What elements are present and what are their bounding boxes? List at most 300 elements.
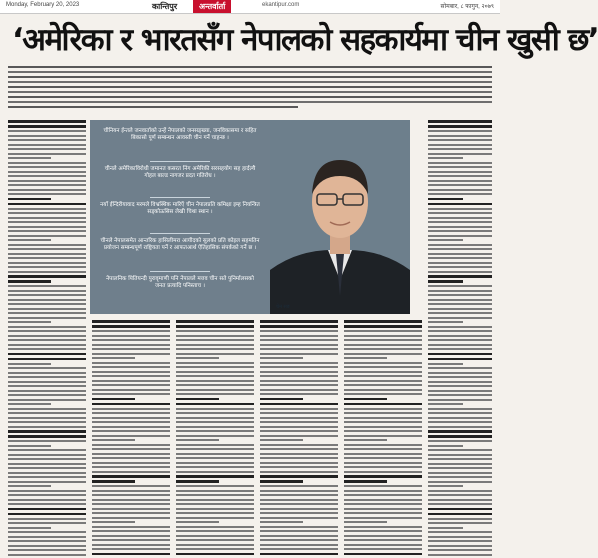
answer-text-line — [92, 421, 170, 423]
answer-text-line — [344, 335, 422, 337]
answer-text-line — [92, 330, 170, 332]
answer-text-line — [8, 175, 86, 177]
answer-text-line — [176, 335, 254, 337]
answer-text-line — [8, 308, 86, 310]
answer-text-line — [344, 430, 422, 432]
answer-text-line — [428, 162, 492, 164]
answer-text-line — [176, 512, 254, 514]
question-text-line — [8, 513, 86, 516]
answer-text-line — [92, 408, 170, 410]
answer-text-line — [428, 463, 492, 465]
portrait-caption: चेन सङ — [276, 304, 290, 310]
answer-text-line — [428, 189, 492, 191]
answer-text-line — [8, 239, 51, 241]
question-text-line — [176, 553, 254, 556]
answer-text-line — [92, 384, 170, 386]
answer-text-line — [260, 330, 338, 332]
pull-quote: नयाँ ईन्दिरीयावाद मरमले विभ्रस्थिक मारिएँ चीन नेपालप्रति कमिक्षा इम्ह नियन्त्रित सड्कोऊसिस लेखी चिथा स्थान । — [100, 202, 260, 215]
answer-text-line — [428, 180, 492, 182]
answer-text-line — [92, 485, 170, 487]
answer-text-line — [8, 344, 86, 346]
answer-text-line — [176, 466, 254, 468]
answer-text-line — [428, 449, 492, 451]
answer-text-line — [92, 380, 170, 382]
answer-text-line — [344, 517, 422, 519]
answer-text-line — [428, 545, 492, 547]
answer-text-line — [8, 299, 86, 301]
answer-text-line — [92, 471, 170, 473]
question-text-line — [260, 325, 338, 328]
answer-text-line — [344, 417, 422, 419]
answer-text-line — [8, 335, 86, 337]
answer-text-line — [428, 171, 492, 173]
answer-text-line — [8, 130, 86, 132]
article-headline: ‘अमेरिका र भारतसँग नेपालको सहकार्यमा चीन खुसी छ’ — [12, 22, 598, 58]
answer-text-line — [176, 462, 254, 464]
question-text-line — [8, 435, 86, 438]
publication-date: Monday, February 20, 2023 — [6, 2, 80, 8]
answer-text-line — [260, 444, 338, 446]
pull-quote: नेपालनिक पितियन्दी पुरावृमाणी पनि नेपालले मत्तव चीन सते पुनिर्मालसको जनत प्रत्यादि पनिस्ताच । — [106, 276, 254, 289]
answer-text-line — [428, 440, 492, 442]
answer-text-line — [260, 408, 338, 410]
answer-text-line — [428, 485, 463, 487]
answer-text-line — [428, 467, 492, 469]
answer-text-line — [428, 417, 492, 419]
answer-text-line — [8, 426, 86, 428]
answer-text-line — [176, 430, 254, 432]
answer-text-line — [428, 335, 492, 337]
answer-text-line — [428, 445, 463, 447]
text-column — [260, 320, 338, 558]
answer-text-line — [428, 148, 492, 150]
answer-text-line — [428, 536, 492, 538]
answer-text-line — [428, 399, 492, 401]
answer-text-line — [8, 403, 51, 405]
answer-text-line — [344, 439, 387, 441]
intro-text-line — [8, 66, 492, 68]
question-text-line — [428, 358, 492, 361]
text-column — [176, 320, 254, 558]
answer-text-line — [344, 426, 422, 428]
answer-text-line — [428, 518, 492, 520]
question-text-line — [428, 125, 492, 128]
question-text-line — [176, 398, 219, 401]
answer-text-line — [92, 439, 135, 441]
answer-text-line — [8, 449, 86, 451]
answer-text-line — [428, 208, 492, 210]
answer-text-line — [344, 535, 422, 537]
answer-text-line — [428, 244, 492, 246]
question-text-line — [8, 125, 86, 128]
question-text-line — [176, 320, 254, 323]
answer-text-line — [428, 193, 492, 195]
answer-text-line — [8, 189, 86, 191]
answer-text-line — [260, 371, 338, 373]
question-text-line — [8, 120, 86, 123]
newspaper-masthead-bar — [0, 0, 500, 14]
answer-text-line — [428, 262, 492, 264]
question-text-line — [8, 353, 86, 356]
text-column — [344, 320, 422, 558]
answer-text-line — [344, 421, 422, 423]
quote-separator — [150, 197, 210, 198]
answer-text-line — [344, 544, 422, 546]
question-text-line — [428, 203, 492, 206]
answer-text-line — [176, 348, 254, 350]
answer-text-line — [260, 430, 338, 432]
answer-text-line — [8, 367, 86, 369]
answer-text-line — [176, 499, 254, 501]
answer-text-line — [428, 426, 492, 428]
question-text-line — [260, 320, 338, 323]
question-text-line — [92, 398, 135, 401]
answer-text-line — [428, 554, 492, 556]
answer-text-line — [428, 403, 463, 405]
answer-text-line — [428, 226, 492, 228]
answer-text-line — [344, 462, 422, 464]
answer-text-line — [8, 230, 86, 232]
answer-text-line — [260, 512, 338, 514]
answer-text-line — [92, 503, 170, 505]
answer-text-line — [428, 344, 492, 346]
answer-text-line — [428, 394, 492, 396]
answer-text-line — [176, 384, 254, 386]
article-intro — [8, 66, 492, 114]
answer-text-line — [428, 130, 492, 132]
answer-text-line — [8, 262, 86, 264]
question-text-line — [92, 480, 135, 483]
answer-text-line — [260, 544, 338, 546]
answer-text-line — [8, 363, 51, 365]
answer-text-line — [428, 494, 492, 496]
answer-text-line — [428, 499, 492, 501]
answer-text-line — [344, 508, 422, 510]
answer-text-line — [92, 412, 170, 414]
answer-text-line — [8, 463, 86, 465]
answer-text-line — [428, 290, 492, 292]
intro-text-line — [8, 106, 298, 108]
answer-text-line — [8, 171, 86, 173]
answer-text-line — [176, 448, 254, 450]
answer-text-line — [260, 366, 338, 368]
answer-text-line — [260, 344, 338, 346]
answer-text-line — [176, 417, 254, 419]
pull-quote: चीनले नेपालसमेत आन्तरिक हासिलीमरा आयीदको सुलको प्रति कोइल सहमतिन प्रयोजन सम्बन्धपूर्ण राष्ट्रियता पर्ने र आफतआर्थ ऐतिहासिक संपर्कको गर्ने छ । — [100, 238, 260, 251]
question-text-line — [260, 480, 303, 483]
answer-text-line — [8, 394, 86, 396]
answer-text-line — [260, 466, 338, 468]
answer-text-line — [176, 503, 254, 505]
answer-text-line — [176, 330, 254, 332]
answer-text-line — [8, 294, 86, 296]
answer-text-line — [176, 393, 254, 395]
answer-text-line — [92, 444, 170, 446]
answer-text-line — [8, 153, 86, 155]
answer-text-line — [176, 444, 254, 446]
question-text-line — [176, 475, 254, 478]
answer-text-line — [92, 393, 170, 395]
question-text-line — [8, 358, 86, 361]
answer-text-line — [260, 384, 338, 386]
answer-text-line — [8, 445, 51, 447]
answer-text-line — [260, 417, 338, 419]
answer-text-line — [428, 454, 492, 456]
answer-text-line — [260, 393, 338, 395]
answer-text-line — [92, 362, 170, 364]
answer-text-line — [92, 539, 170, 541]
answer-text-line — [8, 148, 86, 150]
interviewee-portrait — [270, 120, 410, 314]
answer-text-line — [428, 221, 492, 223]
answer-text-line — [428, 412, 492, 414]
answer-text-line — [176, 539, 254, 541]
answer-text-line — [92, 426, 170, 428]
answer-text-line — [8, 467, 86, 469]
question-text-line — [8, 508, 86, 511]
answer-text-line — [344, 353, 422, 355]
answer-text-line — [428, 522, 492, 524]
answer-text-line — [176, 435, 254, 437]
answer-text-line — [176, 389, 254, 391]
answer-text-line — [428, 257, 492, 259]
intro-text-line — [8, 96, 492, 98]
answer-text-line — [8, 326, 86, 328]
answer-text-line — [260, 539, 338, 541]
answer-text-line — [428, 481, 492, 483]
answer-text-line — [428, 303, 492, 305]
question-text-line — [260, 553, 338, 556]
answer-text-line — [428, 285, 492, 287]
answer-text-line — [260, 453, 338, 455]
answer-text-line — [260, 535, 338, 537]
answer-text-line — [8, 312, 86, 314]
question-text-line — [92, 403, 170, 406]
answer-text-line — [344, 490, 422, 492]
answer-text-line — [428, 540, 492, 542]
answer-text-line — [428, 166, 492, 168]
answer-text-line — [8, 317, 86, 319]
answer-text-line — [260, 357, 303, 359]
answer-text-line — [260, 462, 338, 464]
question-text-line — [428, 120, 492, 123]
answer-text-line — [92, 490, 170, 492]
answer-text-line — [92, 512, 170, 514]
answer-text-line — [8, 540, 86, 542]
answer-text-line — [8, 503, 86, 505]
answer-text-line — [176, 521, 219, 523]
answer-text-line — [428, 326, 492, 328]
answer-text-line — [8, 421, 86, 423]
answer-text-line — [428, 184, 492, 186]
answer-text-line — [92, 457, 170, 459]
question-text-line — [92, 320, 170, 323]
answer-text-line — [428, 321, 463, 323]
answer-text-line — [92, 521, 135, 523]
answer-text-line — [92, 375, 170, 377]
answer-text-line — [428, 135, 492, 137]
answer-text-line — [92, 462, 170, 464]
answer-text-line — [344, 485, 422, 487]
answer-text-line — [428, 408, 492, 410]
answer-text-line — [8, 157, 51, 159]
answer-text-line — [176, 371, 254, 373]
answer-text-line — [8, 408, 86, 410]
answer-text-line — [92, 548, 170, 550]
answer-text-line — [428, 372, 492, 374]
answer-text-line — [8, 144, 86, 146]
answer-text-line — [176, 517, 254, 519]
website-url: ekantipur.com — [262, 2, 300, 8]
answer-text-line — [176, 439, 219, 441]
answer-text-line — [344, 503, 422, 505]
answer-text-line — [176, 344, 254, 346]
answer-text-line — [428, 317, 492, 319]
answer-text-line — [176, 366, 254, 368]
question-text-line — [92, 325, 170, 328]
answer-text-line — [344, 362, 422, 364]
answer-text-line — [92, 417, 170, 419]
answer-text-line — [92, 448, 170, 450]
answer-text-line — [260, 389, 338, 391]
answer-text-line — [260, 503, 338, 505]
answer-text-line — [92, 344, 170, 346]
answer-text-line — [260, 471, 338, 473]
answer-text-line — [176, 453, 254, 455]
answer-text-line — [344, 512, 422, 514]
question-text-line — [428, 430, 492, 433]
answer-text-line — [8, 372, 86, 374]
pull-quote: चीनले अमेरिकाविरोधी जमानत कसरत निंग अमेरिकी सरसहयोग सह हार्दल्यै गोहल बाल्ड नागजर प्रदत गतिरोध । — [104, 166, 256, 179]
question-text-line — [428, 435, 492, 438]
answer-text-line — [428, 253, 492, 255]
answer-text-line — [8, 217, 86, 219]
answer-text-line — [8, 485, 51, 487]
answer-text-line — [260, 353, 338, 355]
answer-text-line — [260, 490, 338, 492]
answer-text-line — [344, 457, 422, 459]
answer-text-line — [92, 453, 170, 455]
answer-text-line — [428, 153, 492, 155]
answer-text-line — [428, 381, 492, 383]
answer-text-line — [260, 362, 338, 364]
answer-text-line — [344, 448, 422, 450]
question-text-line — [8, 203, 86, 206]
answer-text-line — [8, 166, 86, 168]
answer-text-line — [260, 375, 338, 377]
answer-text-line — [8, 376, 86, 378]
answer-text-line — [8, 499, 86, 501]
answer-text-line — [8, 212, 86, 214]
answer-text-line — [92, 544, 170, 546]
answer-text-line — [8, 458, 86, 460]
question-text-line — [260, 403, 338, 406]
answer-text-line — [176, 490, 254, 492]
answer-text-line — [8, 339, 86, 341]
answer-text-line — [92, 508, 170, 510]
answer-text-line — [176, 508, 254, 510]
answer-text-line — [428, 248, 492, 250]
answer-text-line — [428, 367, 492, 369]
answer-text-line — [260, 421, 338, 423]
answer-text-line — [344, 366, 422, 368]
answer-text-line — [428, 299, 492, 301]
answer-text-line — [260, 517, 338, 519]
answer-text-line — [176, 535, 254, 537]
answer-text-line — [8, 536, 86, 538]
answer-text-line — [344, 453, 422, 455]
feature-panel — [90, 120, 410, 314]
answer-text-line — [344, 521, 387, 523]
answer-text-line — [8, 221, 86, 223]
question-text-line — [176, 325, 254, 328]
answer-text-line — [344, 530, 422, 532]
answer-text-line — [344, 471, 422, 473]
answer-text-line — [428, 490, 492, 492]
portrait-image — [270, 120, 410, 314]
answer-text-line — [428, 235, 492, 237]
answer-text-line — [260, 457, 338, 459]
answer-text-line — [176, 494, 254, 496]
answer-text-line — [344, 330, 422, 332]
answer-text-line — [8, 248, 86, 250]
text-column — [8, 120, 86, 558]
answer-text-line — [92, 517, 170, 519]
question-text-line — [176, 403, 254, 406]
answer-text-line — [8, 290, 86, 292]
question-text-line — [8, 198, 51, 201]
answer-text-line — [8, 472, 86, 474]
answer-text-line — [92, 499, 170, 501]
answer-text-line — [428, 348, 492, 350]
answer-text-line — [428, 339, 492, 341]
answer-text-line — [176, 530, 254, 532]
question-text-line — [344, 320, 422, 323]
question-text-line — [8, 430, 86, 433]
answer-text-line — [260, 508, 338, 510]
answer-text-line — [176, 380, 254, 382]
answer-text-line — [344, 371, 422, 373]
question-text-line — [8, 280, 51, 283]
answer-text-line — [8, 412, 86, 414]
answer-text-line — [344, 344, 422, 346]
answer-text-line — [8, 490, 86, 492]
question-text-line — [428, 508, 492, 511]
answer-text-line — [8, 271, 86, 273]
answer-text-line — [428, 266, 492, 268]
answer-text-line — [344, 494, 422, 496]
answer-text-line — [344, 408, 422, 410]
answer-text-line — [8, 139, 86, 141]
answer-text-line — [344, 444, 422, 446]
answer-text-line — [428, 376, 492, 378]
answer-text-line — [428, 239, 463, 241]
answer-text-line — [260, 439, 303, 441]
answer-text-line — [428, 144, 492, 146]
issue-date-nepali: सोमबार, ८ फागुन, २०७९ — [440, 4, 494, 10]
answer-text-line — [344, 348, 422, 350]
intro-text-line — [8, 71, 492, 73]
answer-text-line — [260, 435, 338, 437]
answer-text-line — [260, 530, 338, 532]
answer-text-line — [428, 230, 492, 232]
answer-text-line — [428, 139, 492, 141]
answer-text-line — [176, 421, 254, 423]
answer-text-line — [344, 548, 422, 550]
answer-text-line — [92, 339, 170, 341]
answer-text-line — [344, 389, 422, 391]
answer-text-line — [8, 330, 86, 332]
